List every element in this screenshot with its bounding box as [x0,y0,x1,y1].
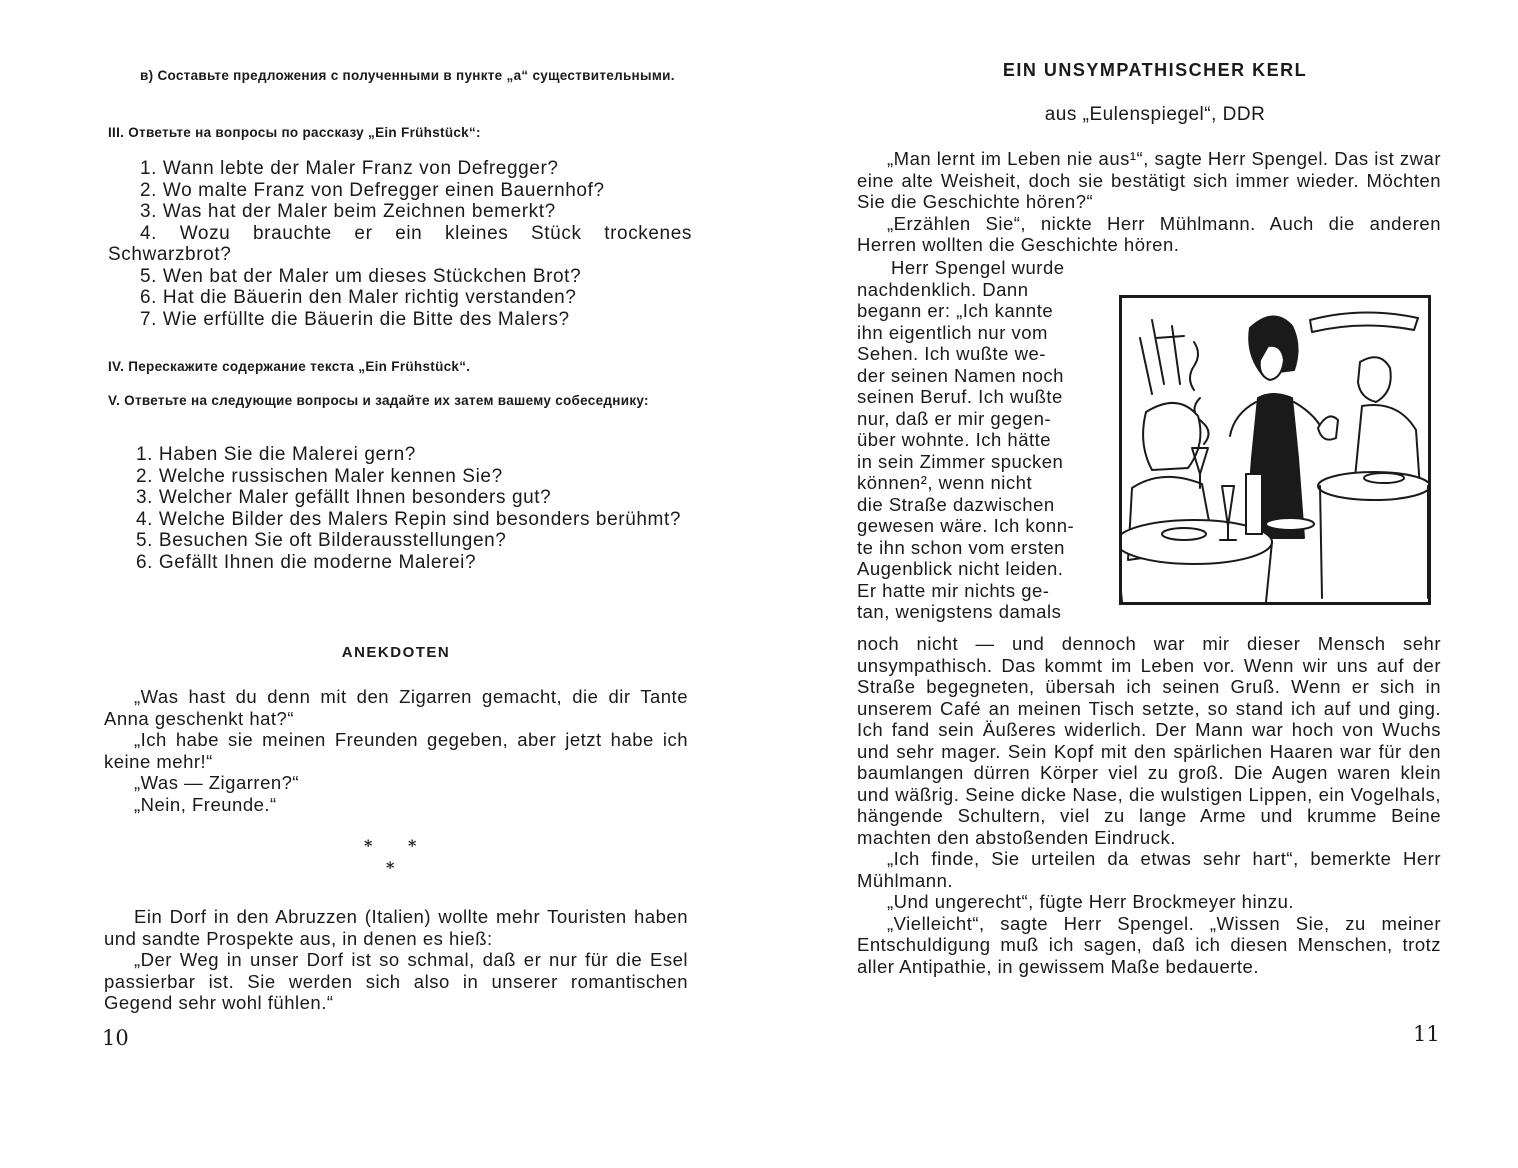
narrow-line: der seinen Namen noch [857,364,1064,386]
narrow-line: über wohnte. Ich hätte [857,429,1052,450]
story-paragraph: „Und ungerecht“, fügte Herr Brockmeyer hinzu. [887,891,1295,912]
narrow-line: tan, wenigstens damals [857,601,1062,622]
narrow-line: nachdenklich. Dann [857,278,1029,300]
question-item: 1. Haben Sie die Malerei gern? [136,444,416,465]
question-item: 4. Welche Bilder des Malers Repin sind besonders berühmt? [136,508,682,530]
narrow-line: Er hatte mir nichts ge- [857,579,1050,601]
page-number: 11 [1413,1022,1440,1046]
story-paragraph: „Vielleicht“, sagte Herr Spengel. „Wissen Sie, zu meiner Entschuldigung muß ich sagen, daß ich diesen Menschen, trotz aller Antipathie, in gewissem Maße bedauerte. [857,912,1441,977]
question-item: 6. Hat die Bäuerin den Maler richtig verstanden? [140,287,577,308]
story-subtitle: aus „Eulenspiegel“, DDR [1044,104,1266,125]
asterisk: * [408,836,417,855]
anekdoten-title: ANEKDOTEN [341,644,451,661]
narrow-line: können², wenn nicht [857,472,1033,493]
task-iv-instruction: IV. Перескажите содержание текста „Ein Frühstück“. [108,359,471,374]
anecdote-line: „Was — Zigarren?“ [134,772,300,793]
question-item: 5. Wen bat der Maler um dieses Stückchen Brot? [140,265,582,287]
task-iii-question-list [108,158,692,330]
task-iii-heading: III. Ответьте на вопросы по рассказу „Ein Frühstück“: [108,125,481,140]
story-intro [857,148,1441,256]
story-paragraph: „Man lernt im Leben nie aus¹“, sagte Herr Spengel. Das ist zwar eine alte Weisheit, doch sie bestätigt sich immer wieder. Möchten Sie die Geschichte hören?“ [857,148,1441,212]
narrow-line: Herr Spengel wurde [891,257,1065,278]
narrow-line: die Straße dazwischen [857,493,1055,515]
question-item: 3. Was hat der Maler beim Zeichnen bemerkt? [140,201,556,222]
task-v-question-list [104,444,688,573]
asterisk: * [386,858,395,877]
question-item: 2. Welche russischen Maler kennen Sie? [136,465,503,487]
question-item: 3. Welcher Maler gefällt Ihnen besonders gut? [136,487,552,508]
question-item: 7. Wie erfüllte die Bäuerin die Bitte des Malers? [140,308,570,330]
narrow-line: Sehen. Ich wußte we- [857,343,1046,364]
narrow-line: te ihn schon vom ersten [857,536,1065,558]
task-v-instruction: в) Составьте предложения с полученными в пункте „а“ существительными. [140,68,675,83]
question-item: 5. Besuchen Sie oft Bilderausstellungen? [136,530,507,551]
question-item: 4. Wozu brauchte er ein kleines Stück trockenes Schwarzbrot? [108,222,692,265]
task-v-heading: V. Ответьте на следующие вопросы и задайте их затем вашему собеседнику: [108,393,649,408]
story-paragraph: „Erzählen Sie“, nickte Herr Mühlmann. Auch die anderen Herren wollten die Geschichte hören. [857,212,1441,255]
narrow-line: begann er: „Ich kannte [857,300,1054,321]
anecdote-2 [104,906,688,1014]
anecdote-line: „Nein, Freunde.“ [134,793,277,815]
anecdote-line: „Der Weg in unser Dorf ist so schmal, daß er nur für die Esel passierbar ist. Sie werden sich also in unserer romantischen Gegend sehr wohl fühlen.“ [104,949,688,1013]
anecdote-line: Ein Dorf in den Abruzzen (Italien) wollte mehr Touristen haben und sandte Prospekte aus, in denen es hieß: [104,906,688,949]
narrow-line: nur, daß er mir gegen- [857,407,1052,429]
asterisk: * [364,836,373,855]
narrow-line: in sein Zimmer spucken [857,450,1064,472]
anecdote-line: „Ich habe sie meinen Freunden gegeben, aber jetzt habe ich keine mehr!“ [104,729,688,772]
story-title: EIN UNSYMPATHISCHER KERL [1002,60,1308,80]
question-item: 6. Gefällt Ihnen die moderne Malerei? [136,551,477,573]
separator-text [356,836,357,837]
asterism-separator [356,836,436,876]
narrow-line: seinen Beruf. Ich wußte [857,386,1063,407]
question-item: 1. Wann lebte der Maler Franz von Defregger? [140,158,559,179]
narrow-line: Augenblick nicht leiden. [857,558,1064,579]
cafe-scene-drawing [1122,298,1428,602]
story-body [857,633,1441,977]
story-paragraph: „Ich finde, Sie urteilen da etwas sehr hart“, bemerkte Herr Mühlmann. [857,848,1441,891]
narrow-column [857,257,1095,623]
anecdote-line: „Was hast du denn mit den Zigarren gemacht, die dir Tante Anna geschenkt hat?“ [104,686,688,729]
cafe-scene-illustration [1119,295,1431,605]
anecdote-1 [104,686,688,815]
narrow-line: gewesen wäre. Ich konn- [857,515,1075,536]
question-item: 2. Wo malte Franz von Defregger einen Bauernhof? [140,179,605,201]
story-paragraph: noch nicht — und dennoch war mir dieser Mensch sehr unsympathisch. Das kommt im Leben vor. Wenn wir uns auf der Straße begegneten, übersah ich seinen Gruß. Wenn er sich in unserem Café an meinen Tisch setzte, so stand ich auf und ging. Ich fand sein Äußeres widerlich. Der Mann war hoch von Wuchs und sehr mager. Sein Kopf mit den spärlichen Haaren war für den baumlangen dürren Körper viel zu groß. Die Augen waren klein und wäßrig. Seine dicke Nase, die wulstigen Lippen, ein Vogelhals, hängende Schultern, viel zu lange Arme und krumme Beine machten den abstoßenden Eindruck. [857,633,1441,848]
page-number: 10 [102,1026,129,1050]
narrow-line: ihn eigentlich nur vom [857,321,1048,343]
